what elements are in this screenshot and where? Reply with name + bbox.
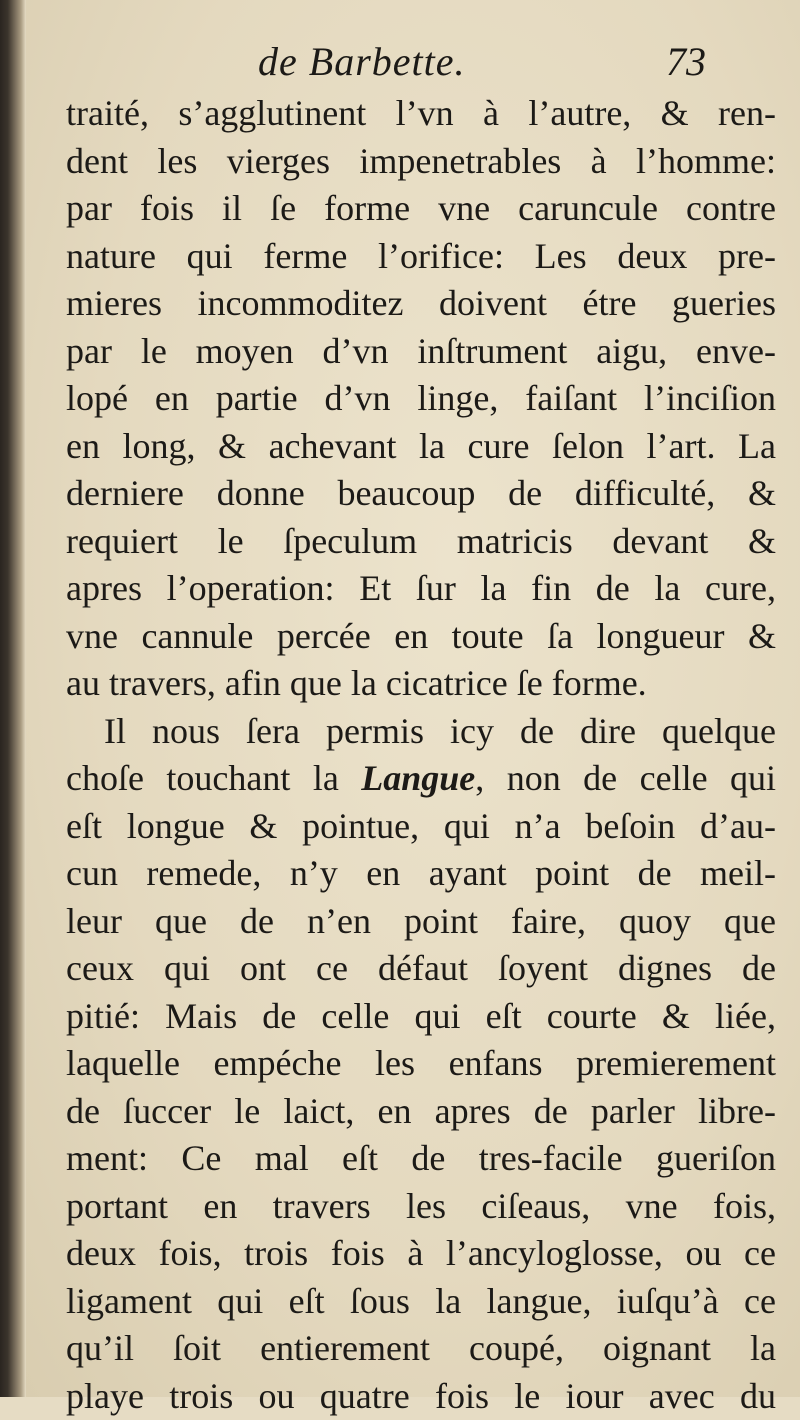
emphasized-word: Langue [361,758,475,798]
text-line: lopé en partie d’vn linge, faiſant l’inciſion [66,375,776,423]
text-line: apres l’operation: Et ſur la fin de la cure, [66,565,776,613]
text-line: laquelle empéche les enfans premierement [66,1040,776,1088]
text-line: dent les vierges impenetrables à l’homme: [66,138,776,186]
text-line: leur que de n’en point faire, quoy que [66,898,776,946]
text-line: nature qui ferme l’orifice: Les deux pre- [66,233,776,281]
text-segment: , non de celle qui [475,758,776,798]
page-header [0,38,800,98]
text-line: derniere donne beaucoup de difficulté, & [66,470,776,518]
text-segment: choſe touchant la [66,758,361,798]
text-line: requiert le ſpeculum matricis devant & [66,518,776,566]
text-line: par fois il ſe forme vne caruncule contre [66,185,776,233]
text-line: ceux qui ont ce défaut ſoyent dignes de [66,945,776,993]
book-gutter [0,0,26,1397]
text-line: playe trois ou quatre fois le iour avec du [66,1373,776,1420]
text-line: pitié: Mais de celle qui eſt courte & liée, [66,993,776,1041]
text-line: mieres incommoditez doivent étre gueries [66,280,776,328]
text-block [66,90,776,1420]
text-line: eſt longue & pointue, qui n’a beſoin d’au- [66,803,776,851]
text-line: vne cannule percée en toute ſa longueur & [66,613,776,661]
text-line-with-emphasis [66,755,776,803]
text-line: ligament qui eſt ſous la langue, iuſqu’à ce [66,1278,776,1326]
text-line: ment: Ce mal eſt de tres-facile gueriſon [66,1135,776,1183]
text-line: qu’il ſoit entierement coupé, oignant la [66,1325,776,1373]
text-line: au travers, afin que la cicatrice ſe forme. [66,660,776,708]
text-line: traité, s’agglutinent l’vn à l’autre, & ren- [66,90,776,138]
text-line: en long, & achevant la cure ſelon l’art. La [66,423,776,471]
text-line: par le moyen d’vn inſtrument aigu, enve- [66,328,776,376]
text-line: deux fois, trois fois à l’ancyloglosse, ou ce [66,1230,776,1278]
page-number: 73 [666,38,706,85]
paragraph-start-line: Il nous ſera permis icy de dire quelque [66,708,776,756]
running-title: de Barbette. [258,38,466,85]
text-line: portant en travers les ciſeaus, vne fois, [66,1183,776,1231]
text-line: de ſuccer le laict, en apres de parler libre- [66,1088,776,1136]
text-line: cun remede, n’y en ayant point de meil- [66,850,776,898]
